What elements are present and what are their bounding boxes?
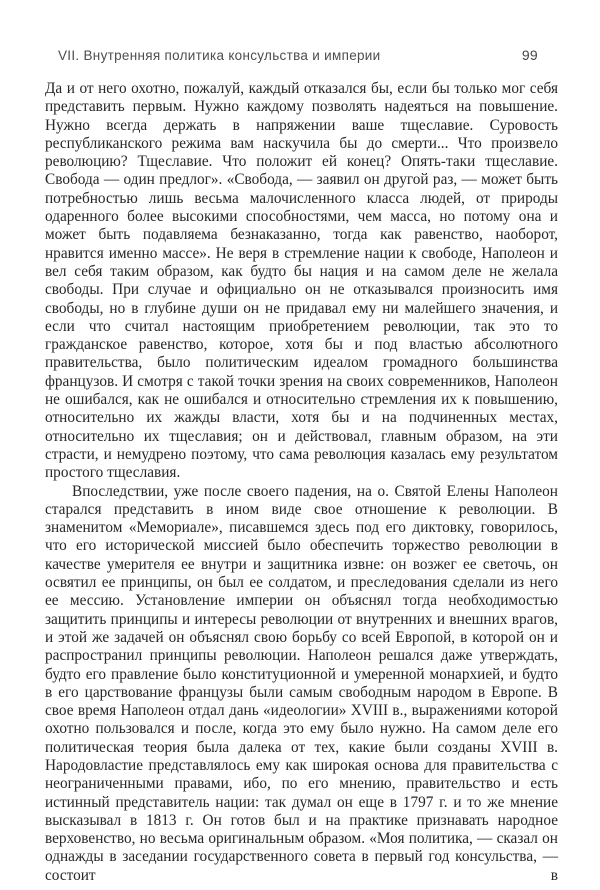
running-head (58, 47, 538, 63)
paragraph-continuation: Да и от него охотно, пожалуй, каждый отказался бы, если бы только мог себя представить первым. Нужно каждому позволять надеяться на повышение. Нужно всегда держать в напряжении ваше тщеславие. Суровость республиканского режима вам наскучила бы до смерти... Что произвело революцию? Тщеславие. Что положит ей конец? Опять-таки тщеславие. Свобода — один предлог». «Свобода, — заявил он другой раз, — может быть потребностью лишь весьма малочисленного класса людей, от природы одаренного более высокими способностями, чем масса, но потому она и может быть подавляема безнаказанно, тогда как равенство, наоборот, нравится именно массе». Не веря в стремление нации к свободе, Наполеон и вел себя таким образом, как будто бы нация и на самом деле не желала свободы. При случае и официально он не отказывался произносить имя свободы, но в глубине души он не придавал ему ни малейшего значения, и если что считал настоящим приобретением революции, так это то гражданское равенство, которое, хотя бы и под властью абсолютного правительства, было политическим идеалом громадного большинства французов. И смотря с такой точки зрения на своих современников, Наполеон не ошибался, как не ошибался и относительно стремления их к повышению, относительно их жажды власти, хотя бы и на подчиненных местах, относительно их тщеславия; он и действовал, главным образом, на эти страсти, и немудрено поэтому, что сама революция казалась ему результатом простого тщеславия. (45, 80, 558, 482)
body-text (45, 80, 558, 885)
chapter-title: VII. Внутренняя политика консульства и империи (58, 48, 381, 63)
page-number: 99 (521, 47, 538, 63)
paragraph: Впоследствии, уже после своего падения, на о. Святой Елены Наполеон старался представить в ином виде свое отношение к революции. В знаменитом «Мемориале», писавшемся здесь под его диктовку, говорилось, что его исторической миссией было обеспечить торжество революции в качестве умерителя ее внутри и защитника извне: он возжег ее светочь, он освятил ее принципы, он был ее солдатом, и преследования сделали из него ее мессию. Установление империи он объяснял тогда необходимостью защитить принципы и интересы революции от внутренних и внешних врагов, и этой же задачей он объяснял свою борьбу со всей Европой, в которой он и распространил принципы революции. Наполеон решался даже утверждать, будто его правление было конституционной и умеренной монархией, и будто в его царствование французы были самым свободным народом в Европе. В свое время Наполеон отдал дань «идеологии» XVIII в., выражениями которой охотно пользовался и после, когда это ему было нужно. На самом деле его политическая теория была далека от тех, какие были созданы XVIII в. Народовластие представлялось ему как широкая основа для правительства с неограниченными правами, ибо, по его мнению, правительство и есть истинный представитель нации: так думал он еще в 1797 г. и то же мнение высказывал в 1813 г. Он готов был и на практике признавать народное верховенство, но весьма оригинальным образом. «Моя политика, — сказал он однажды в заседании государственного совета в первый год консульства, — состоит в (45, 482, 558, 884)
